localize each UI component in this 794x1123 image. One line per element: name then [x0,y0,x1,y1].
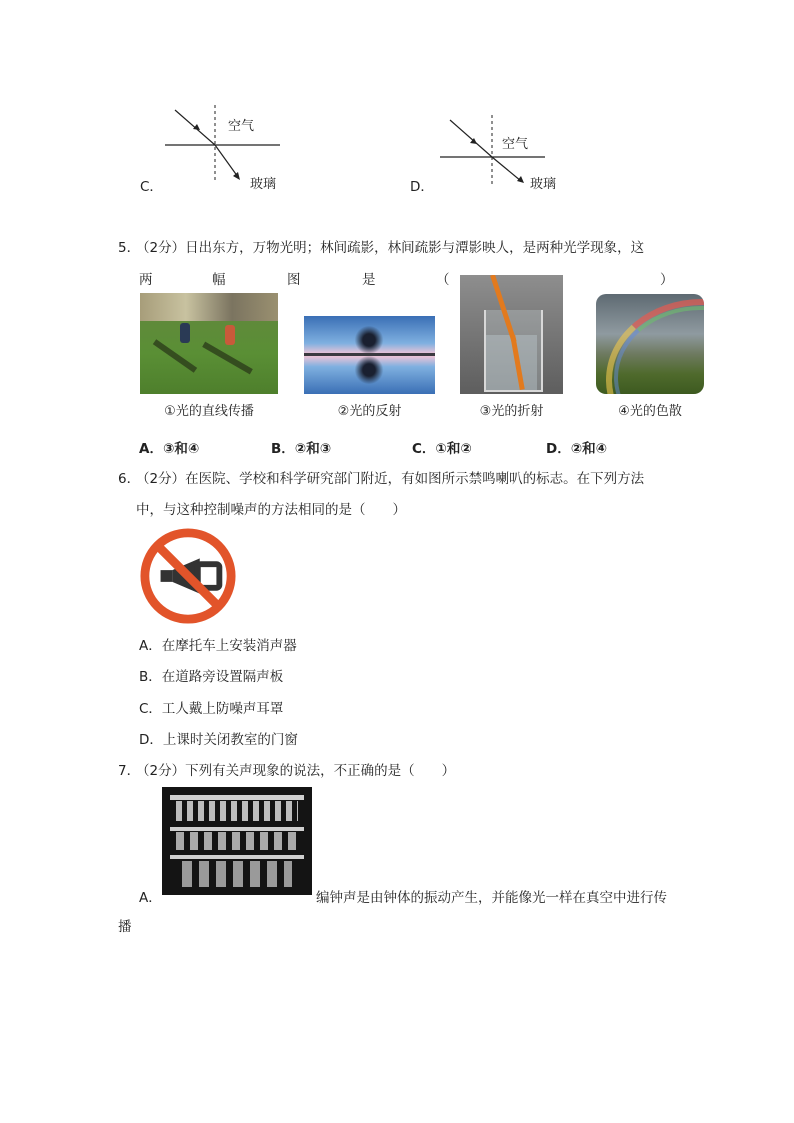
label-glass: 玻璃 [530,177,557,192]
option-c[interactable]: C．工人戴上防噪声耳罩 [139,701,284,717]
stem-word: 是 [362,272,376,288]
option-b[interactable]: B．②和③ [271,441,332,457]
no-horn-sign-icon [139,527,237,625]
photo-pencil-in-glass [460,275,563,394]
option-a-text: 编钟声是由钟体的振动产生，并能像光一样在真空中进行传 [316,890,667,906]
photo-kids-shadows [140,293,278,394]
question-stem: （2分）日出东方，万物光明；林间疏影，林间疏影与潭影映人，是两种光学现象，这 [136,240,645,256]
caption-2: ②光的反射 [337,404,402,419]
caption-4: ④光的色散 [618,404,682,419]
option-d-label: D． [410,179,434,195]
question-number: 5． [118,240,141,256]
option-d[interactable]: D．上课时关闭教室的门窗 [139,732,298,748]
question-number: 7． [118,763,141,779]
option-a-label[interactable]: A． [139,890,162,906]
option-c[interactable]: C．①和② [412,441,472,457]
photo-tree-reflection [304,316,435,394]
option-c-label: C． [140,179,163,195]
option-a[interactable]: A．③和④ [139,441,200,457]
photo-rainbow [596,294,704,394]
question-stem: （2分）下列有关声现象的说法，不正确的是（ ） [136,763,456,779]
option-a[interactable]: A．在摩托车上安装消声器 [139,638,297,654]
option-d[interactable]: D．②和④ [546,441,608,457]
stem-word: 图 [287,272,301,288]
stem-word: 幅 [212,272,226,288]
label-air: 空气 [502,137,529,152]
photo-bianzhong-bells [162,787,312,895]
caption-3: ③光的折射 [479,404,544,419]
option-a-text-wrap: 播 [118,919,132,935]
question-stem-cont: 中，与这种控制噪声的方法相同的是（ ） [136,502,406,518]
label-glass: 玻璃 [250,177,277,192]
question-stem: （2分）在医院、学校和科学研究部门附近，有如图所示禁鸣喇叭的标志。在下列方法 [136,471,645,487]
caption-1: ①光的直线传播 [164,404,254,419]
label-air: 空气 [228,119,255,134]
answer-paren-close: ） [660,272,674,288]
option-b[interactable]: B．在道路旁设置隔声板 [139,669,284,685]
stem-word: 两 [139,272,153,288]
question-number: 6． [118,471,141,487]
answer-paren-open: （ [436,272,450,288]
